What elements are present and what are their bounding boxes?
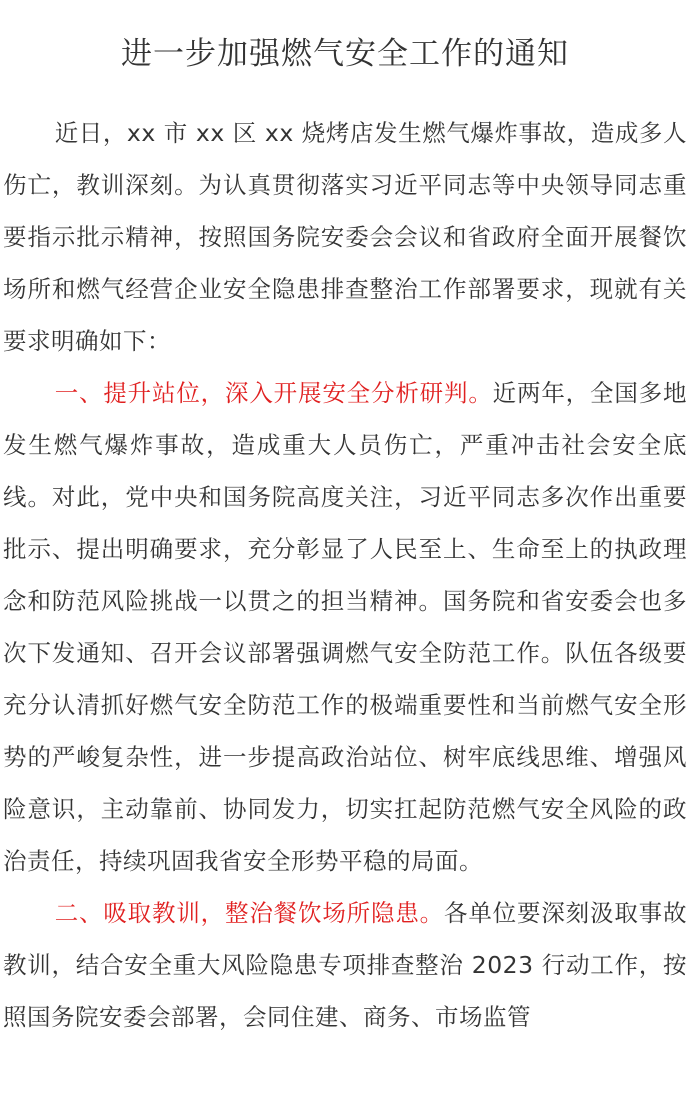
section-1-paragraph	[3, 367, 687, 887]
document-body	[3, 107, 687, 1043]
section-2-heading: 二、吸取教训，整治餐饮场所隐患。	[54, 899, 445, 927]
section-2-paragraph	[3, 887, 687, 1043]
section-1-text: 近两年，全国多地发生燃气爆炸事故，造成重大人员伤亡，严重冲击社会安全底线。对此，党中央和国务院高度关注，习近平同志多次作出重要批示、提出明确要求，充分彰显了人民至上、生命至上的执政理念和防范风险挑战一以贯之的担当精神。国务院和省安委会也多次下发通知、召开会议部署强调燃气安全防范工作。队伍各级要充分认清抓好燃气安全防范工作的极端重要性和当前燃气安全形势的严峻复杂性，进一步提高政治站位、树牢底线思维、增强风险意识，主动靠前、协同发力，切实扛起防范燃气安全风险的政治责任，持续巩固我省安全形势平稳的局面。	[3, 379, 687, 875]
intro-paragraph	[3, 107, 687, 367]
section-1-heading: 一、提升站位，深入开展安全分析研判。	[54, 379, 493, 407]
section-2-text: 各单位要深刻汲取事故教训，结合安全重大风险隐患专项排查整治 2023 行动工作，按照国务院安委会部署，会同住建、商务、市场监管	[3, 899, 688, 1031]
document-title: 进一步加强燃气安全工作的通知	[121, 36, 569, 72]
intro-text: 近日，xx 市 xx 区 xx 烧烤店发生燃气爆炸事故，造成多人伤亡，教训深刻。为认真贯彻落实习近平同志等中央领导同志重要指示批示精神，按照国务院安委会会议和省政府全面开展餐饮场所和燃气经营企业安全隐患排查整治工作部署要求，现就有关要求明确如下：	[3, 119, 687, 355]
